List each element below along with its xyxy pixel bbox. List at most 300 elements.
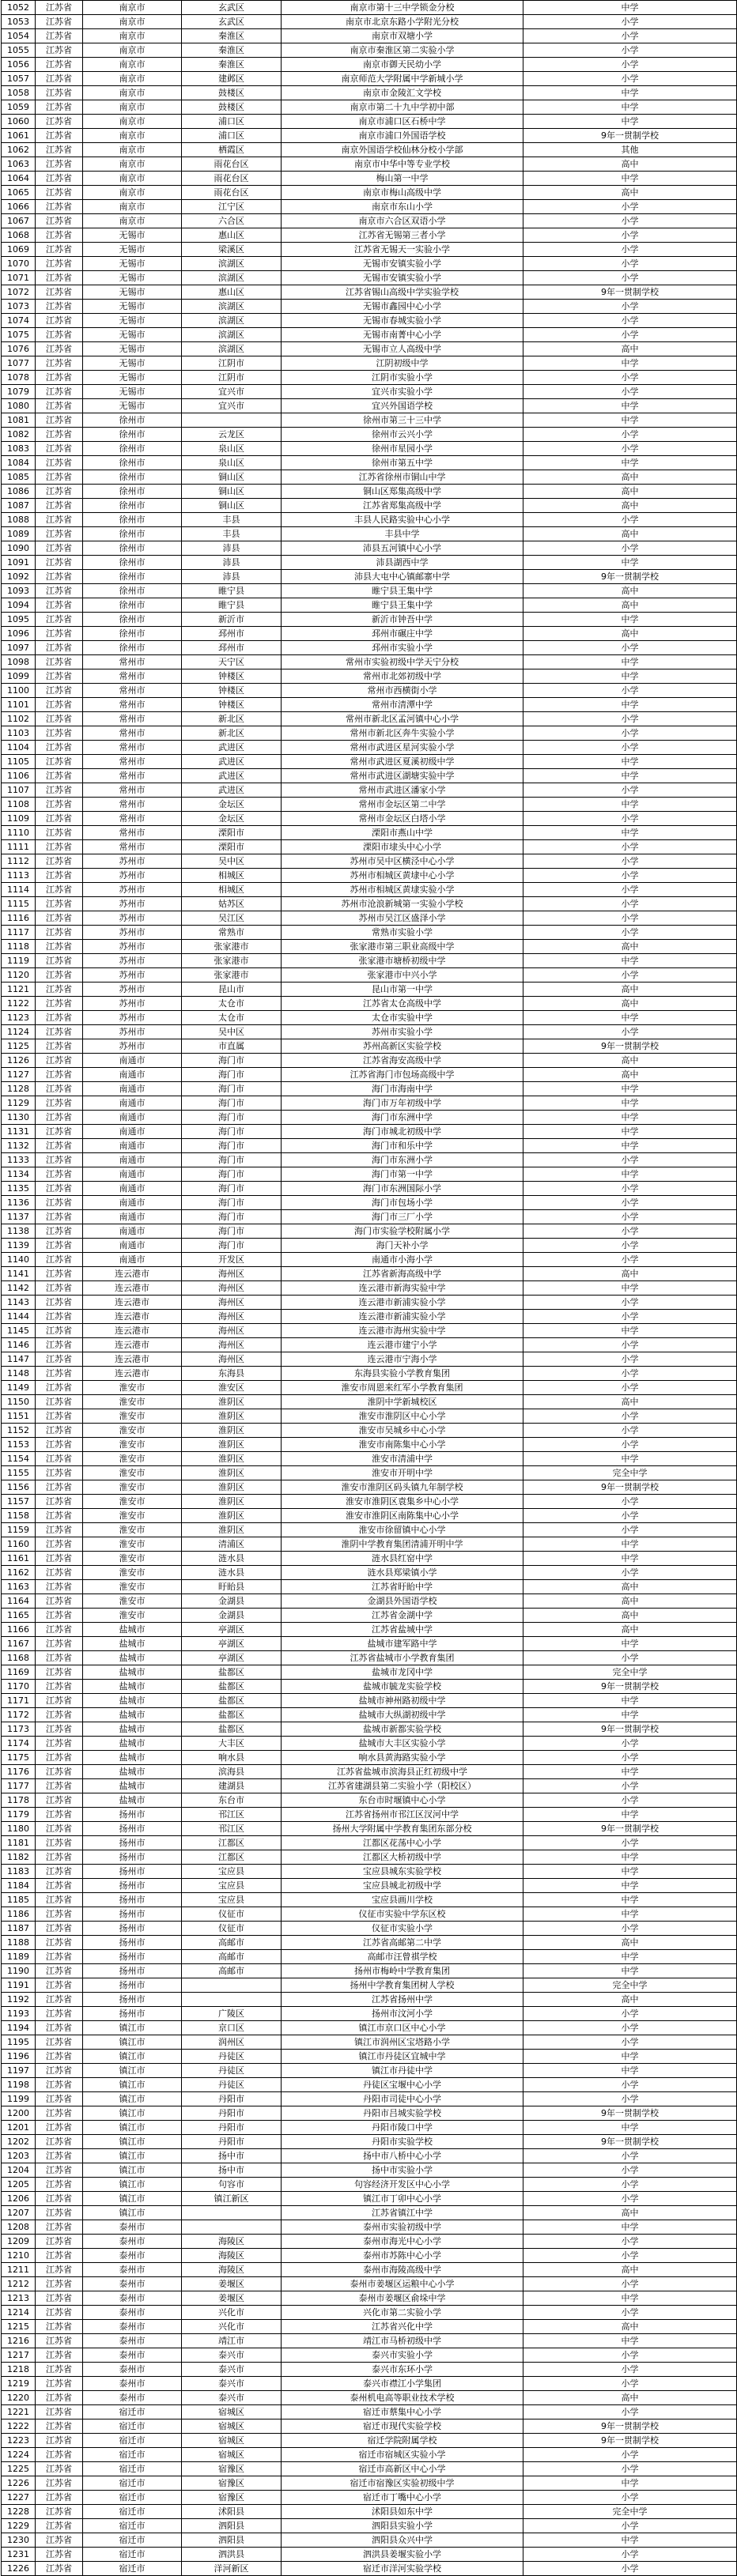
province-cell: 江苏省	[36, 1367, 83, 1381]
table-row	[2, 399, 737, 413]
province-cell: 江苏省	[36, 257, 83, 271]
school-name-cell: 宿迁市宿豫区实验初级中学	[282, 2476, 523, 2491]
school-level-cell: 小学	[523, 883, 737, 897]
province-cell: 江苏省	[36, 2220, 83, 2235]
row-number: 1097	[2, 641, 36, 655]
city-cell: 无锡市	[83, 228, 182, 243]
table-row	[2, 570, 737, 584]
school-name-cell: 南京师范大学附属中学新城小学	[282, 72, 523, 86]
school-name-cell: 泗阳县众兴中学	[282, 2533, 523, 2548]
province-cell: 江苏省	[36, 1338, 83, 1352]
row-number: 1188	[2, 1936, 36, 1950]
province-cell: 江苏省	[36, 641, 83, 655]
school-level-cell: 小学	[523, 1836, 737, 1850]
province-cell: 江苏省	[36, 1296, 83, 1310]
school-name-cell: 江苏省锡山高级中学实验学校	[282, 285, 523, 300]
school-level-cell: 中学	[523, 1011, 737, 1025]
district-cell: 海门市	[182, 1054, 282, 1068]
city-cell: 扬州市	[83, 1850, 182, 1865]
province-cell: 江苏省	[36, 1253, 83, 1267]
province-cell: 江苏省	[36, 1281, 83, 1296]
school-name-cell: 宜兴外国语学校	[282, 399, 523, 413]
school-name-cell: 扬州中学教育集团树人学校	[282, 1978, 523, 1993]
school-name-cell: 海门市包场小学	[282, 1196, 523, 1210]
school-name-cell: 溧阳市燕山中学	[282, 826, 523, 840]
district-cell: 相城区	[182, 883, 282, 897]
school-name-cell: 淮阴中学新城校区	[282, 1395, 523, 1409]
school-level-cell: 小学	[523, 2092, 737, 2106]
row-number: 1113	[2, 869, 36, 883]
city-cell: 盐城市	[83, 1651, 182, 1665]
school-name-cell: 溧阳市埭头中心小学	[282, 840, 523, 854]
district-cell: 睢宁县	[182, 598, 282, 613]
province-cell: 江苏省	[36, 1082, 83, 1096]
table-row	[2, 1751, 737, 1765]
province-cell: 江苏省	[36, 1879, 83, 1893]
school-level-cell: 小学	[523, 1025, 737, 1039]
row-number: 1054	[2, 29, 36, 43]
province-cell: 江苏省	[36, 1025, 83, 1039]
school-name-cell: 昆山市第一中学	[282, 983, 523, 997]
province-cell: 江苏省	[36, 826, 83, 840]
school-name-cell: 连云港市宁海小学	[282, 1352, 523, 1367]
district-cell: 天宁区	[182, 655, 282, 669]
table-row	[2, 641, 737, 655]
district-cell: 仪征市	[182, 1907, 282, 1922]
province-cell: 江苏省	[36, 840, 83, 854]
province-cell: 江苏省	[36, 1765, 83, 1779]
row-number: 1190	[2, 1964, 36, 1978]
school-level-cell: 小学	[523, 1495, 737, 1509]
row-number: 1068	[2, 228, 36, 243]
district-cell: 东海县	[182, 1367, 282, 1381]
district-cell: 淮阴区	[182, 1523, 282, 1537]
city-cell: 淮安市	[83, 1452, 182, 1466]
province-cell: 江苏省	[36, 1466, 83, 1480]
district-cell: 铜山区	[182, 485, 282, 499]
city-cell: 徐州市	[83, 485, 182, 499]
district-cell: 滨湖区	[182, 257, 282, 271]
school-name-cell: 高邮市汪曾祺学校	[282, 1950, 523, 1964]
table-row	[2, 911, 737, 926]
city-cell: 苏州市	[83, 883, 182, 897]
row-number: 1151	[2, 1409, 36, 1424]
city-cell: 常州市	[83, 798, 182, 812]
school-level-cell: 中学	[523, 2050, 737, 2064]
school-name-cell: 南京市第二十九中学初中部	[282, 100, 523, 115]
province-cell: 江苏省	[36, 570, 83, 584]
row-number: 1203	[2, 2149, 36, 2163]
row-number: 1096	[2, 627, 36, 641]
city-cell: 常州市	[83, 812, 182, 826]
city-cell: 苏州市	[83, 997, 182, 1011]
table-row	[2, 1708, 737, 1722]
city-cell: 苏州市	[83, 911, 182, 926]
table-row	[2, 257, 737, 271]
row-number: 1213	[2, 2291, 36, 2306]
city-cell: 苏州市	[83, 940, 182, 954]
district-cell: 秦淮区	[182, 29, 282, 43]
school-level-cell: 中学	[523, 1537, 737, 1552]
table-row	[2, 499, 737, 513]
school-name-cell: 扬州市梅岭中学教育集团	[282, 1964, 523, 1978]
row-number: 1201	[2, 2121, 36, 2135]
school-level-cell: 高中	[523, 627, 737, 641]
row-number: 1214	[2, 2306, 36, 2320]
school-name-cell: 南京市中华中等专业学校	[282, 157, 523, 172]
district-cell: 秦淮区	[182, 58, 282, 72]
school-name-cell: 无锡市春城实验小学	[282, 314, 523, 328]
city-cell: 盐城市	[83, 1779, 182, 1793]
district-cell: 润州区	[182, 2035, 282, 2050]
district-cell: 雨花台区	[182, 157, 282, 172]
table-row	[2, 627, 737, 641]
school-level-cell: 中学	[523, 1637, 737, 1651]
table-row	[2, 1993, 737, 2007]
row-number: 1217	[2, 2348, 36, 2363]
school-name-cell: 张家港市第三职业高级中学	[282, 940, 523, 954]
province-cell: 江苏省	[36, 2491, 83, 2505]
province-cell: 江苏省	[36, 2078, 83, 2092]
school-level-cell: 小学	[523, 1409, 737, 1424]
city-cell: 镇江市	[83, 2135, 182, 2149]
school-name-cell: 连云港市海州实验中学	[282, 1324, 523, 1338]
city-cell: 无锡市	[83, 371, 182, 385]
school-level-cell: 中学	[523, 669, 737, 684]
row-number: 1134	[2, 1167, 36, 1182]
city-cell: 常州市	[83, 755, 182, 769]
district-cell: 宿城区	[182, 2419, 282, 2434]
table-row	[2, 2405, 737, 2419]
city-cell: 淮安市	[83, 1509, 182, 1523]
province-cell: 江苏省	[36, 186, 83, 200]
province-cell: 江苏省	[36, 1665, 83, 1680]
district-cell: 吴中区	[182, 1025, 282, 1039]
school-name-cell: 句容经济开发区中心小学	[282, 2178, 523, 2192]
city-cell: 徐州市	[83, 570, 182, 584]
district-cell: 丹徒区	[182, 2050, 282, 2064]
row-number: 1062	[2, 143, 36, 157]
school-name-cell: 苏州市吴江区盛泽小学	[282, 911, 523, 926]
table-row	[2, 1950, 737, 1964]
table-row	[2, 129, 737, 143]
province-cell: 江苏省	[36, 1808, 83, 1822]
district-cell: 武进区	[182, 769, 282, 783]
table-row	[2, 1253, 737, 1267]
row-number: 1171	[2, 1694, 36, 1708]
district-cell: 句容市	[182, 2178, 282, 2192]
school-level-cell: 高中	[523, 2263, 737, 2277]
school-name-cell: 海门市实验学校附属小学	[282, 1224, 523, 1239]
district-cell: 滨湖区	[182, 271, 282, 285]
city-cell: 镇江市	[83, 2050, 182, 2064]
row-number: 1145	[2, 1324, 36, 1338]
city-cell: 南京市	[83, 100, 182, 115]
school-name-cell: 泰州市姜堰区俞垛中学	[282, 2291, 523, 2306]
district-cell: 涟水县	[182, 1552, 282, 1566]
table-row	[2, 1167, 737, 1182]
school-name-cell: 淮安市清浦中学	[282, 1452, 523, 1466]
district-cell: 盱眙县	[182, 1580, 282, 1594]
table-row	[2, 2306, 737, 2320]
school-name-cell: 海门市万年初级中学	[282, 1096, 523, 1111]
school-name-cell: 无锡市安镇实验小学	[282, 271, 523, 285]
table-row	[2, 940, 737, 954]
school-level-cell: 小学	[523, 29, 737, 43]
row-number: 1086	[2, 485, 36, 499]
table-row	[2, 1452, 737, 1466]
city-cell: 盐城市	[83, 1765, 182, 1779]
city-cell: 淮安市	[83, 1395, 182, 1409]
school-level-cell: 中学	[523, 356, 737, 371]
table-row	[2, 1495, 737, 1509]
district-cell: 惠山区	[182, 285, 282, 300]
province-cell: 江苏省	[36, 2021, 83, 2035]
city-cell: 苏州市	[83, 1039, 182, 1054]
school-level-cell: 中学	[523, 655, 737, 669]
province-cell: 江苏省	[36, 769, 83, 783]
row-number: 1180	[2, 1822, 36, 1836]
district-cell: 邗江区	[182, 1822, 282, 1836]
table-row	[2, 1609, 737, 1623]
school-level-cell: 中学	[523, 826, 737, 840]
school-level-cell: 中学	[523, 1452, 737, 1466]
school-name-cell: 铜山区郑集高级中学	[282, 485, 523, 499]
province-cell: 江苏省	[36, 1822, 83, 1836]
school-level-cell: 中学	[523, 86, 737, 100]
district-cell: 泗阳县	[182, 2519, 282, 2533]
province-cell: 江苏省	[36, 812, 83, 826]
city-cell: 南通市	[83, 1082, 182, 1096]
district-cell: 海门市	[182, 1096, 282, 1111]
school-level-cell: 小学	[523, 1153, 737, 1167]
city-cell: 泰州市	[83, 2377, 182, 2391]
table-row	[2, 2007, 737, 2021]
table-row	[2, 356, 737, 371]
row-number: 1143	[2, 1296, 36, 1310]
school-level-cell: 中学	[523, 1125, 737, 1139]
city-cell: 泰州市	[83, 2334, 182, 2348]
school-name-cell: 涟水县红窑中学	[282, 1552, 523, 1566]
table-row	[2, 314, 737, 328]
school-name-cell: 常州市武进区星河实验小学	[282, 741, 523, 755]
row-number: 1116	[2, 911, 36, 926]
row-number: 1204	[2, 2163, 36, 2178]
table-row	[2, 1765, 737, 1779]
school-level-cell: 小学	[523, 2562, 737, 2576]
city-cell: 徐州市	[83, 413, 182, 428]
district-cell: 淮阴区	[182, 1495, 282, 1509]
table-row	[2, 214, 737, 228]
school-name-cell: 苏州市沧浪新城第一实验小学校	[282, 897, 523, 911]
city-cell: 盐城市	[83, 1665, 182, 1680]
table-row	[2, 1523, 737, 1537]
table-row	[2, 15, 737, 29]
province-cell: 江苏省	[36, 157, 83, 172]
school-level-cell: 高中	[523, 1054, 737, 1068]
school-name-cell: 邳州市碾庄中学	[282, 627, 523, 641]
province-cell: 江苏省	[36, 1452, 83, 1466]
school-level-cell: 小学	[523, 1779, 737, 1793]
district-cell: 丹阳市	[182, 2106, 282, 2121]
row-number: 1075	[2, 328, 36, 342]
district-cell: 江阴市	[182, 356, 282, 371]
school-level-cell: 中学	[523, 556, 737, 570]
row-number: 1057	[2, 72, 36, 86]
school-name-cell: 常州市武进区湖塘实验中学	[282, 769, 523, 783]
province-cell: 江苏省	[36, 2391, 83, 2405]
row-number: 1065	[2, 186, 36, 200]
city-cell: 南通市	[83, 1068, 182, 1082]
table-row	[2, 271, 737, 285]
district-cell: 亭湖区	[182, 1637, 282, 1651]
table-row	[2, 1779, 737, 1793]
table-row	[2, 613, 737, 627]
province-cell: 江苏省	[36, 228, 83, 243]
table-row	[2, 968, 737, 983]
row-number: 1218	[2, 2363, 36, 2377]
school-name-cell: 南京市金陵汇文学校	[282, 86, 523, 100]
row-number: 1133	[2, 1153, 36, 1167]
city-cell: 南通市	[83, 1153, 182, 1167]
province-cell: 江苏省	[36, 1922, 83, 1936]
district-cell: 铜山区	[182, 499, 282, 513]
table-row	[2, 2121, 737, 2135]
table-row	[2, 1552, 737, 1566]
row-number: 1091	[2, 556, 36, 570]
table-row	[2, 926, 737, 940]
table-row	[2, 1893, 737, 1907]
province-cell: 江苏省	[36, 314, 83, 328]
district-cell: 淮阴区	[182, 1409, 282, 1424]
school-name-cell: 淮安市淮阴区中心小学	[282, 1409, 523, 1424]
district-cell: 海州区	[182, 1296, 282, 1310]
school-name-cell: 仪征市实验小学	[282, 1922, 523, 1936]
table-row	[2, 2135, 737, 2149]
school-name-cell: 盐城市神州路初级中学	[282, 1694, 523, 1708]
school-name-cell: 江苏省海安高级中学	[282, 1054, 523, 1068]
district-cell: 海门市	[182, 1139, 282, 1153]
city-cell: 无锡市	[83, 328, 182, 342]
district-cell: 高邮市	[182, 1964, 282, 1978]
district-cell: 滨湖区	[182, 328, 282, 342]
table-row	[2, 285, 737, 300]
province-cell: 江苏省	[36, 1537, 83, 1552]
row-number: 1109	[2, 812, 36, 826]
row-number: 1150	[2, 1395, 36, 1409]
city-cell: 镇江市	[83, 2192, 182, 2206]
row-number: 1053	[2, 15, 36, 29]
table-row	[2, 2106, 737, 2121]
city-cell: 宿迁市	[83, 2462, 182, 2476]
row-number: 1120	[2, 968, 36, 983]
city-cell: 南通市	[83, 1182, 182, 1196]
school-level-cell: 9年一贯制学校	[523, 2419, 737, 2434]
city-cell: 常州市	[83, 684, 182, 698]
province-cell: 江苏省	[36, 1054, 83, 1068]
school-level-cell: 小学	[523, 2249, 737, 2263]
district-cell: 太仓市	[182, 1011, 282, 1025]
city-cell: 徐州市	[83, 428, 182, 442]
school-name-cell: 江苏省盐城市滨海县正红初级中学	[282, 1765, 523, 1779]
table-row	[2, 1580, 737, 1594]
row-number: 1084	[2, 456, 36, 470]
school-level-cell: 中学	[523, 613, 737, 627]
school-name-cell: 镇江市丹徒中学	[282, 2064, 523, 2078]
school-name-cell: 江苏省无锡第三者小学	[282, 228, 523, 243]
table-row	[2, 2021, 737, 2035]
city-cell: 淮安市	[83, 1438, 182, 1452]
table-row	[2, 1879, 737, 1893]
row-number: 1139	[2, 1239, 36, 1253]
province-cell: 江苏省	[36, 72, 83, 86]
city-cell: 无锡市	[83, 314, 182, 328]
row-number: 1110	[2, 826, 36, 840]
table-row	[2, 43, 737, 58]
table-row	[2, 840, 737, 854]
school-name-cell: 常州市新北区孟河镇中心小学	[282, 712, 523, 726]
table-row	[2, 1822, 737, 1836]
school-level-cell: 小学	[523, 2178, 737, 2192]
table-row	[2, 541, 737, 556]
city-cell: 连云港市	[83, 1352, 182, 1367]
school-level-cell: 小学	[523, 1381, 737, 1395]
district-cell: 海门市	[182, 1153, 282, 1167]
school-name-cell: 新沂市钟吾中学	[282, 613, 523, 627]
school-level-cell: 中学	[523, 1708, 737, 1722]
city-cell: 泰州市	[83, 2363, 182, 2377]
district-cell: 丹徒区	[182, 2064, 282, 2078]
row-number: 1060	[2, 115, 36, 129]
school-name-cell: 江苏省海门市包场高级中学	[282, 1068, 523, 1082]
district-cell: 滨海县	[182, 1765, 282, 1779]
city-cell: 泰州市	[83, 2320, 182, 2334]
district-cell: 新北区	[182, 712, 282, 726]
school-name-cell: 南京市梅山高级中学	[282, 186, 523, 200]
city-cell: 宿迁市	[83, 2519, 182, 2533]
province-cell: 江苏省	[36, 1111, 83, 1125]
city-cell: 南京市	[83, 86, 182, 100]
district-cell: 海州区	[182, 1352, 282, 1367]
table-row	[2, 2434, 737, 2448]
school-name-cell: 徐州市星园小学	[282, 442, 523, 456]
table-row	[2, 2519, 737, 2533]
city-cell: 扬州市	[83, 1936, 182, 1950]
school-level-cell: 中学	[523, 1950, 737, 1964]
table-row	[2, 741, 737, 755]
row-number: 1179	[2, 1808, 36, 1822]
city-cell: 淮安市	[83, 1609, 182, 1623]
table-row	[2, 755, 737, 769]
table-row	[2, 1537, 737, 1552]
school-level-cell: 中学	[523, 1139, 737, 1153]
province-cell: 江苏省	[36, 1594, 83, 1609]
table-row	[2, 1139, 737, 1153]
row-number: 1154	[2, 1452, 36, 1466]
school-name-cell: 淮阴中学教育集团清浦开明中学	[282, 1537, 523, 1552]
district-cell: 宿豫区	[182, 2462, 282, 2476]
school-level-cell: 小学	[523, 926, 737, 940]
school-name-cell: 涟水县郑梁镇小学	[282, 1566, 523, 1580]
school-level-cell: 中学	[523, 1324, 737, 1338]
table-row	[2, 1025, 737, 1039]
school-level-cell: 中学	[523, 172, 737, 186]
school-level-cell: 小学	[523, 1310, 737, 1324]
school-level-cell: 高中	[523, 997, 737, 1011]
table-row	[2, 2462, 737, 2476]
row-number: 1229	[2, 2519, 36, 2533]
table-row	[2, 2491, 737, 2505]
